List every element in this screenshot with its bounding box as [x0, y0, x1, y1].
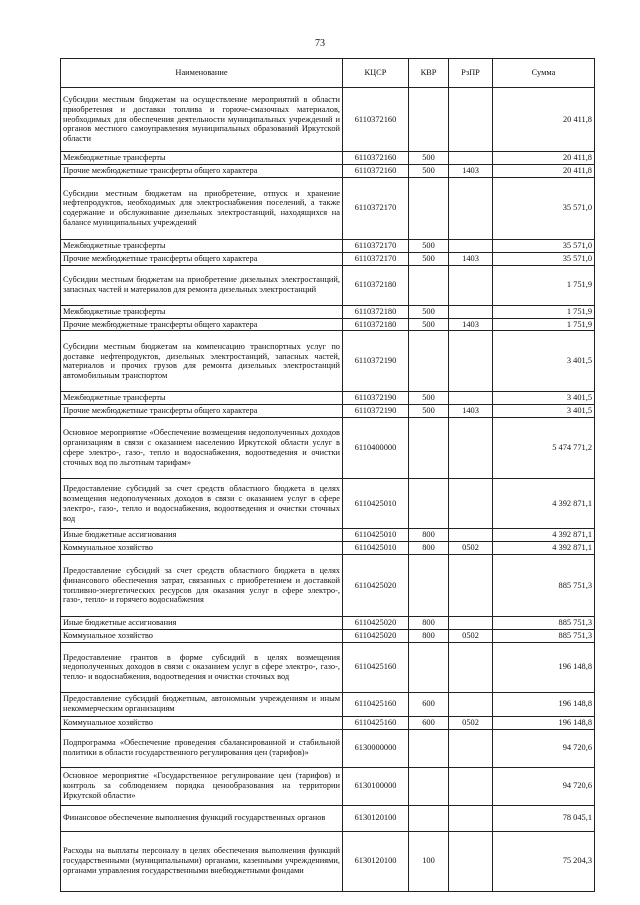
table-row	[61, 239, 595, 252]
table-row	[61, 831, 595, 891]
row-kcsr: 6110372180	[343, 305, 409, 318]
row-sum: 20 411,8	[493, 88, 595, 152]
header-kvr: КВР	[409, 59, 449, 88]
row-kvr: 500	[409, 305, 449, 318]
row-rzpr	[449, 729, 493, 767]
row-sum: 35 571,0	[493, 177, 595, 239]
row-sum: 3 401,5	[493, 405, 595, 418]
row-name: Подпрограмма «Обеспечение проведения сбалансированной и стабильной политики в области государственного регулирования цен (тарифов)»	[61, 729, 343, 767]
table-row	[61, 716, 595, 729]
table-row	[61, 392, 595, 405]
table-row	[61, 252, 595, 265]
row-name: Предоставление субсидий бюджетным, автономным учреждениям и иным некоммерческим организациям	[61, 692, 343, 716]
row-kcsr: 6110372190	[343, 405, 409, 418]
row-kvr: 800	[409, 529, 449, 542]
row-rzpr	[449, 331, 493, 392]
row-sum: 35 571,0	[493, 239, 595, 252]
row-rzpr	[449, 88, 493, 152]
row-rzpr: 0502	[449, 629, 493, 642]
row-name: Субсидии местным бюджетам на приобретение дизельных электростанций, запасных частей и материалов для ремонта дизельных электростанций	[61, 265, 343, 305]
row-rzpr	[449, 265, 493, 305]
row-sum: 885 751,3	[493, 617, 595, 630]
row-kcsr: 6110372160	[343, 152, 409, 165]
row-kvr	[409, 418, 449, 479]
row-rzpr: 1403	[449, 405, 493, 418]
row-name: Расходы на выплаты персоналу в целях обеспечения выполнения функций государственными (муниципальными) органами, казенными учреждениями, органами управления государственными внебюджетными фондами	[61, 831, 343, 891]
row-sum: 196 148,8	[493, 716, 595, 729]
row-sum: 885 751,3	[493, 555, 595, 617]
row-kvr	[409, 331, 449, 392]
header-sum: Сумма	[493, 59, 595, 88]
table-row	[61, 318, 595, 331]
row-sum: 3 401,5	[493, 331, 595, 392]
row-sum: 1 751,9	[493, 318, 595, 331]
row-rzpr	[449, 692, 493, 716]
row-kcsr: 6110372190	[343, 331, 409, 392]
table-row	[61, 617, 595, 630]
header-name: Наименование	[61, 59, 343, 88]
row-rzpr	[449, 177, 493, 239]
row-name: Коммунальное хозяйство	[61, 629, 343, 642]
row-rzpr	[449, 479, 493, 529]
row-kcsr: 6110425010	[343, 542, 409, 555]
row-kvr: 800	[409, 617, 449, 630]
row-sum: 4 392 871,1	[493, 542, 595, 555]
row-name: Межбюджетные трансферты	[61, 239, 343, 252]
header-kcsr: КЦСР	[343, 59, 409, 88]
row-name: Финансовое обеспечение выполнения функций государственных органов	[61, 805, 343, 831]
row-kvr	[409, 555, 449, 617]
row-kcsr: 6110372170	[343, 239, 409, 252]
table-row	[61, 767, 595, 805]
row-rzpr	[449, 392, 493, 405]
table-row	[61, 177, 595, 239]
row-kcsr: 6110425020	[343, 617, 409, 630]
row-name: Прочие межбюджетные трансферты общего характера	[61, 318, 343, 331]
table-row	[61, 405, 595, 418]
row-name: Прочие межбюджетные трансферты общего характера	[61, 252, 343, 265]
row-sum: 75 204,3	[493, 831, 595, 891]
row-kcsr: 6110425160	[343, 716, 409, 729]
row-kvr: 600	[409, 716, 449, 729]
row-rzpr	[449, 152, 493, 165]
row-sum: 20 411,8	[493, 152, 595, 165]
row-rzpr	[449, 305, 493, 318]
table-row	[61, 555, 595, 617]
row-rzpr: 1403	[449, 164, 493, 177]
table-row	[61, 629, 595, 642]
row-kvr	[409, 177, 449, 239]
row-sum: 1 751,9	[493, 305, 595, 318]
row-rzpr	[449, 239, 493, 252]
table-row	[61, 479, 595, 529]
table-row	[61, 805, 595, 831]
row-rzpr	[449, 617, 493, 630]
budget-table	[60, 58, 595, 892]
row-sum: 196 148,8	[493, 692, 595, 716]
row-kvr	[409, 479, 449, 529]
row-sum: 78 045,1	[493, 805, 595, 831]
row-kvr: 800	[409, 542, 449, 555]
row-sum: 4 392 871,1	[493, 479, 595, 529]
row-kvr: 500	[409, 239, 449, 252]
row-sum: 1 751,9	[493, 265, 595, 305]
row-rzpr	[449, 642, 493, 692]
row-kcsr: 6110372180	[343, 318, 409, 331]
table-row	[61, 152, 595, 165]
row-kcsr: 6130120100	[343, 831, 409, 891]
row-name: Межбюджетные трансферты	[61, 392, 343, 405]
row-name: Основное мероприятие «Государственное регулирование цен (тарифов) и контроль за соблюдением порядка ценообразования на территории Иркутской области»	[61, 767, 343, 805]
table-row	[61, 305, 595, 318]
row-kvr	[409, 805, 449, 831]
row-kcsr: 6110372170	[343, 252, 409, 265]
row-rzpr: 1403	[449, 318, 493, 331]
row-name: Иные бюджетные ассигнования	[61, 617, 343, 630]
row-rzpr	[449, 418, 493, 479]
row-rzpr: 1403	[449, 252, 493, 265]
row-kvr	[409, 642, 449, 692]
table-row	[61, 692, 595, 716]
header-rzpr: РзПР	[449, 59, 493, 88]
row-name: Предоставление субсидий за счет средств областного бюджета в целях финансового обеспечения затрат, связанных с приобретением и доставкой топливно-энергетических ресурсов для оказания услуг в сфере электро-, газо-, тепло- и горячего водоснабжения	[61, 555, 343, 617]
table-row	[61, 418, 595, 479]
row-kcsr: 6110372160	[343, 88, 409, 152]
row-rzpr	[449, 555, 493, 617]
table-row	[61, 542, 595, 555]
row-kvr: 500	[409, 252, 449, 265]
table-row	[61, 265, 595, 305]
row-sum: 885 751,3	[493, 629, 595, 642]
row-name: Субсидии местным бюджетам на компенсацию транспортных услуг по доставке нефтепродуктов, дизельных электростанций, запасных частей, материалов и прочих грузов для ремонта дизельных электростанций автомобильным транспортом	[61, 331, 343, 392]
table-row	[61, 164, 595, 177]
row-kcsr: 6130100000	[343, 767, 409, 805]
row-kcsr: 6110372170	[343, 177, 409, 239]
row-kcsr: 6110425160	[343, 642, 409, 692]
row-sum: 4 392 871,1	[493, 529, 595, 542]
row-kvr	[409, 88, 449, 152]
row-sum: 94 720,6	[493, 729, 595, 767]
row-sum: 5 474 771,2	[493, 418, 595, 479]
row-kcsr: 6130000000	[343, 729, 409, 767]
row-kvr	[409, 767, 449, 805]
row-name: Прочие межбюджетные трансферты общего характера	[61, 405, 343, 418]
row-name: Основное мероприятие «Обеспечение возмещения недополученных доходов организациям в связи с оказанием населению Иркутской области услуг в сфере электро-, газо-, тепло и водоснабжения, водоотведения и очистки сточных вод по льготным тарифам»	[61, 418, 343, 479]
table-row	[61, 642, 595, 692]
row-kcsr: 6110372160	[343, 164, 409, 177]
row-name: Межбюджетные трансферты	[61, 305, 343, 318]
row-kcsr: 6110425020	[343, 555, 409, 617]
row-kvr: 500	[409, 405, 449, 418]
table-row	[61, 729, 595, 767]
table-row	[61, 88, 595, 152]
row-kvr: 500	[409, 318, 449, 331]
row-kvr: 800	[409, 629, 449, 642]
row-name: Иные бюджетные ассигнования	[61, 529, 343, 542]
row-sum: 94 720,6	[493, 767, 595, 805]
row-sum: 35 571,0	[493, 252, 595, 265]
row-kcsr: 6110372180	[343, 265, 409, 305]
row-sum: 20 411,8	[493, 164, 595, 177]
row-name: Прочие межбюджетные трансферты общего характера	[61, 164, 343, 177]
row-sum: 196 148,8	[493, 642, 595, 692]
row-kvr: 500	[409, 164, 449, 177]
row-kcsr: 6110425010	[343, 529, 409, 542]
row-kvr: 500	[409, 392, 449, 405]
row-name: Межбюджетные трансферты	[61, 152, 343, 165]
row-sum: 3 401,5	[493, 392, 595, 405]
row-kvr: 600	[409, 692, 449, 716]
table-row	[61, 331, 595, 392]
row-kvr	[409, 265, 449, 305]
row-rzpr	[449, 767, 493, 805]
table-row	[61, 529, 595, 542]
row-name: Субсидии местным бюджетам на приобретение, отпуск и хранение нефтепродуктов, необходимых для электроснабжения поселений, а также содержание и обслуживание дизельных электростанций, находящихся на балансе муниципальных учреждений	[61, 177, 343, 239]
row-rzpr	[449, 831, 493, 891]
page-number: 73	[315, 38, 325, 49]
row-name: Коммунальное хозяйство	[61, 542, 343, 555]
row-rzpr	[449, 529, 493, 542]
row-kcsr: 6130120100	[343, 805, 409, 831]
row-kvr: 100	[409, 831, 449, 891]
row-kcsr: 6110425160	[343, 692, 409, 716]
row-kcsr: 6110372190	[343, 392, 409, 405]
row-kvr: 500	[409, 152, 449, 165]
row-rzpr	[449, 805, 493, 831]
row-rzpr: 0502	[449, 542, 493, 555]
row-name: Коммунальное хозяйство	[61, 716, 343, 729]
table-header-row	[61, 59, 595, 88]
row-name: Предоставление грантов в форме субсидий в целях возмещения недополученных доходов в связи с оказанием услуг в сфере электро-, газо-, тепло- и водоснабжения, водоотведения и очистки сточных вод	[61, 642, 343, 692]
row-kvr	[409, 729, 449, 767]
row-kcsr: 6110400000	[343, 418, 409, 479]
row-rzpr: 0502	[449, 716, 493, 729]
row-kcsr: 6110425020	[343, 629, 409, 642]
row-name: Субсидии местным бюджетам на осуществление мероприятий в области приобретения и доставки топлива и горюче-смазочных материалов, необходимых для обеспечения деятельности муниципальных учреждений и органов местного самоуправления муниципальных образований Иркутской области	[61, 88, 343, 152]
row-name: Предоставление субсидий за счет средств областного бюджета в целях возмещения недополученных доходов в связи с оказанием услуг в сфере электро-, газо-, тепло и водоснабжения, водоотведения и очистки сточных вод	[61, 479, 343, 529]
row-kcsr: 6110425010	[343, 479, 409, 529]
